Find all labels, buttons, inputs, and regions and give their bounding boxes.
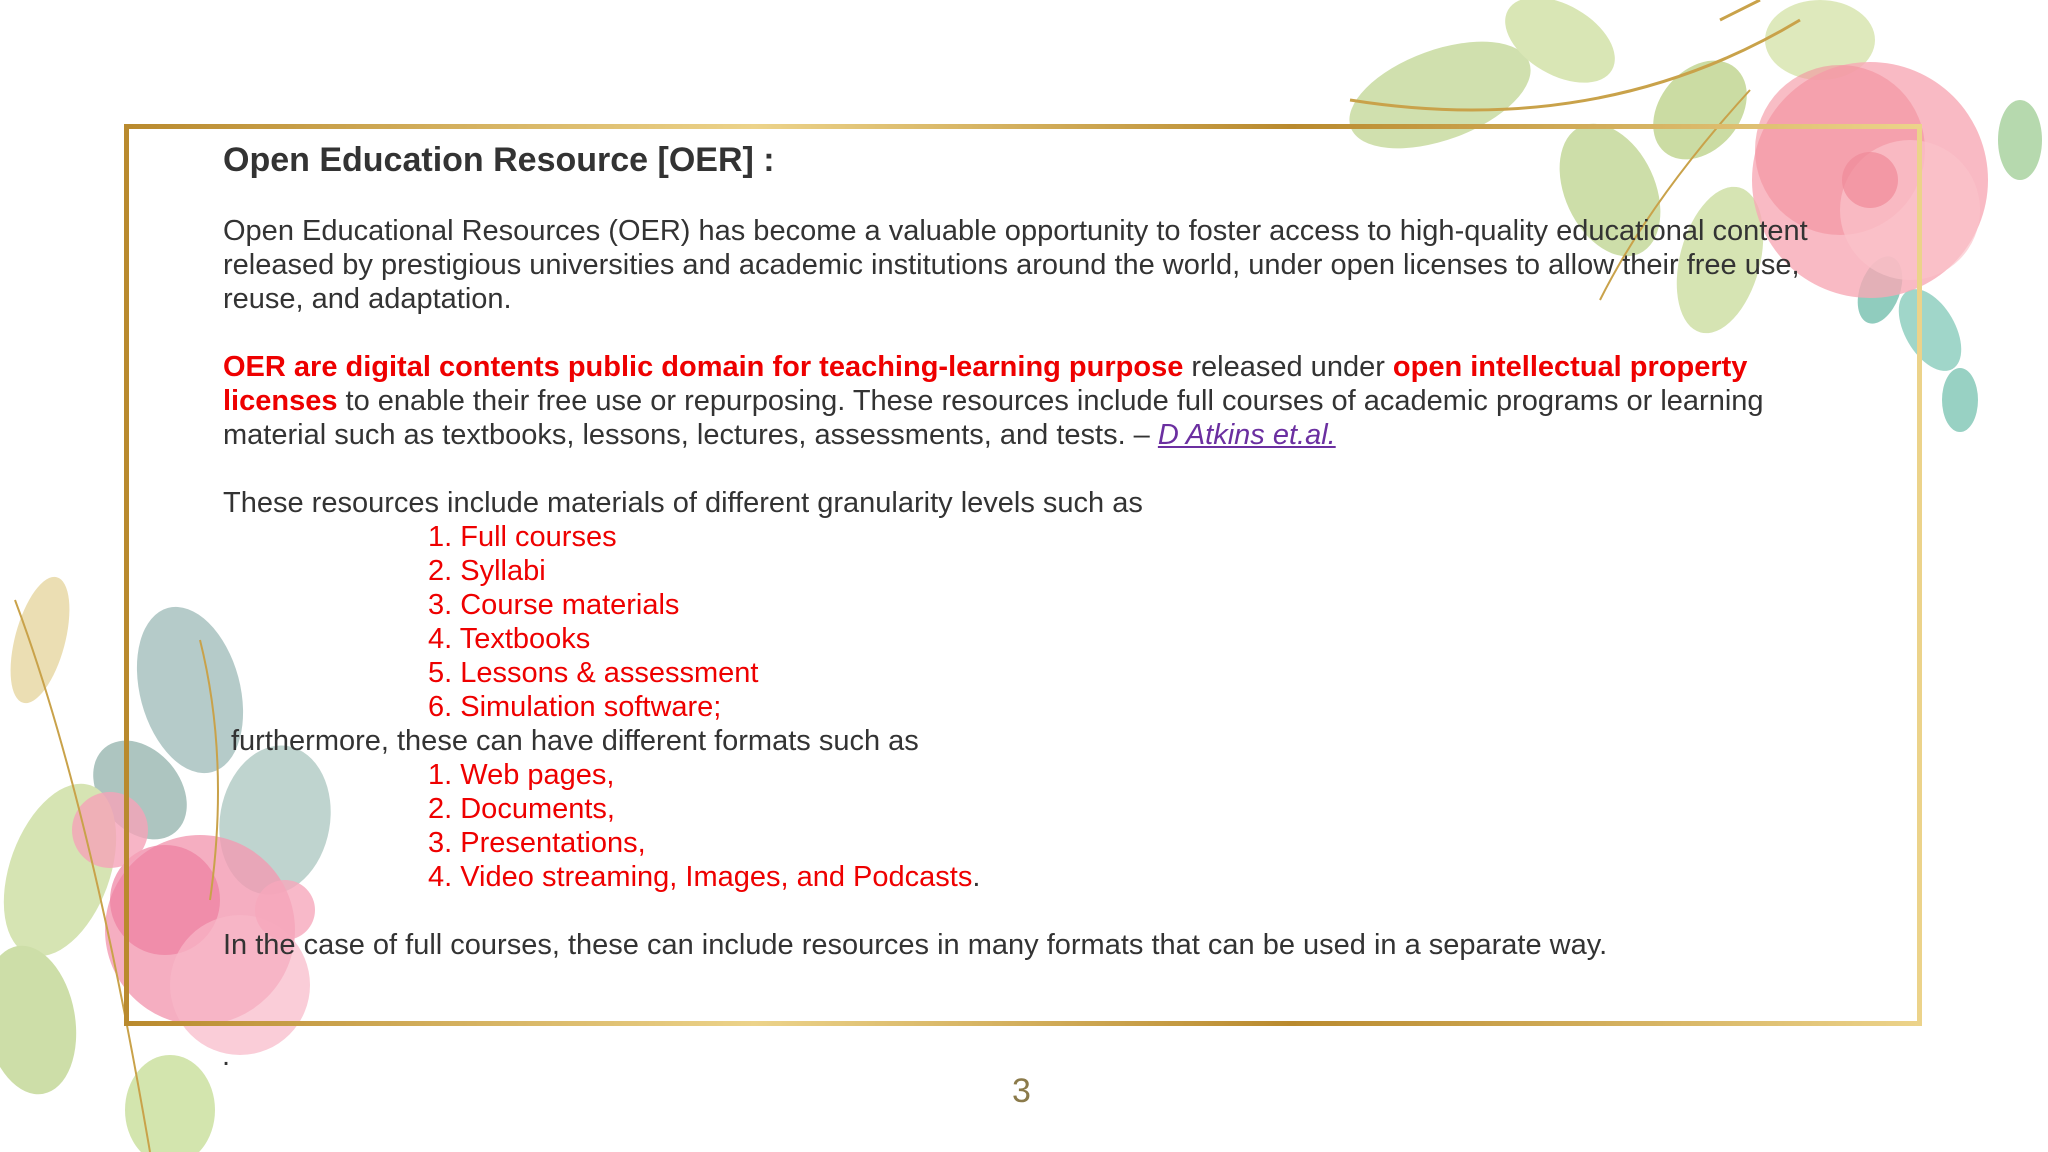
list-item: 4. Textbooks: [428, 623, 591, 655]
definition-bold-1: OER are digital contents public domain for teaching-learning purpose: [223, 351, 1184, 383]
list-item-suffix: .: [972, 861, 981, 893]
list-item: 6. Simulation software;: [428, 691, 722, 723]
definition-text-1: released under: [1183, 351, 1393, 383]
list-item: 2. Documents,: [428, 793, 615, 825]
page-number: 3: [1012, 1072, 1031, 1110]
definition-paragraph: [223, 350, 1843, 452]
citation-link[interactable]: D Atkins et.al.: [1157, 419, 1336, 451]
definition-bold-2: open intellectual property licenses: [223, 351, 1748, 417]
list-item: 1. Web pages,: [428, 759, 615, 791]
list-item: [223, 860, 1843, 894]
stray-dot: .: [222, 1040, 231, 1072]
list-item: 1. Full courses: [428, 521, 617, 553]
granularity-intro: These resources include materials of different granularity levels such as: [223, 487, 1143, 519]
formats-intro: furthermore, these can have different formats such as: [231, 725, 919, 757]
intro-paragraph: Open Educational Resources (OER) has become a valuable opportunity to foster access to high-quality educational content released by prestigious universities and academic institutions around the world, under open licenses to allow their free use, reuse, and adaptation.: [223, 215, 1808, 315]
list-item-text: 4. Video streaming, Images, and Podcasts: [428, 861, 973, 893]
closing-paragraph: In the case of full courses, these can include resources in many formats that can be used in a separate way.: [223, 929, 1608, 961]
definition-text-2: to enable their free use or repurposing. These resources include full courses of academic programs or learning material such as textbooks, lessons, lectures, assessments, and tests. –: [223, 385, 1764, 451]
formats-list: [223, 758, 1843, 894]
list-item: 2. Syllabi: [428, 555, 546, 587]
list-item: 3. Presentations,: [428, 827, 646, 859]
list-item: 3. Course materials: [428, 589, 680, 621]
slide-title: Open Education Resource [OER] :: [223, 141, 775, 179]
slide-content: [223, 140, 1843, 962]
granularity-list: [223, 520, 1843, 724]
list-item: 5. Lessons & assessment: [428, 657, 759, 689]
